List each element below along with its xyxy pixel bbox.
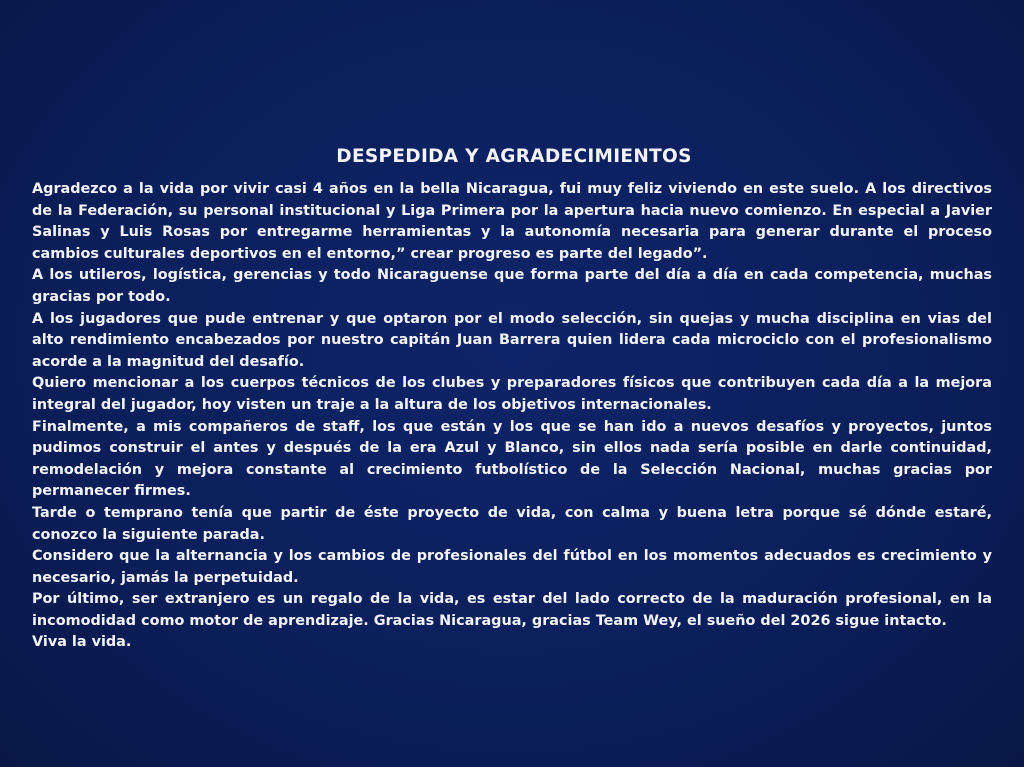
paragraph-1: Agradezco a la vida por vivir casi 4 años en la bella Nicaragua, fui muy feliz viviendo en este suelo. A los directivos de la Federación, su personal institucional y Liga Primera por la apertura hacia nuevo comienzo. En especial a Javier Salinas y Luis Rosas por entregarme herramientas y la autonomía necesaria para generar durante el proceso cambios culturales deportivos en el entorno,” crear progreso es parte del legado”. bbox=[32, 181, 992, 262]
paragraph-5: Finalmente, a mis compañeros de staff, los que están y los que se han ido a nuevos desafíos y proyectos, juntos pudimos construir el antes y después de la era Azul y Blanco, sin ellos nada sería posible en darle continuidad, remodelación y mejora constante al crecimiento futbolístico de la Selección Nacional, muchas gracias por permanecer firmes. bbox=[32, 418, 992, 500]
paragraph-2: A los utileros, logística, gerencias y todo Nicaraguense que forma parte del día a día en cada competencia, muchas gracias por todo. bbox=[32, 267, 992, 305]
paragraph-3: A los jugadores que pude entrenar y que optaron por el modo selección, sin quejas y mucha disciplina en vias del alto rendimiento encabezados por nuestro capitán Juan Barrera quien lidera cada microciclo con el profesionalismo acorde a la magnitud del desafío. bbox=[32, 310, 992, 370]
paragraph-4: Quiero mencionar a los cuerpos técnicos de los clubes y preparadores físicos que contribuyen cada día a la mejora integral del jugador, hoy visten un traje a la altura de los objetivos internacionales. bbox=[32, 375, 992, 413]
paragraph-6: Tarde o temprano tenía que partir de éste proyecto de vida, con calma y buena letra porque sé dónde estaré, conozco la siguiente parada. bbox=[32, 504, 992, 543]
document-body bbox=[32, 179, 992, 654]
paragraph-9: Viva la vida. bbox=[32, 634, 132, 651]
paragraph-7: Considero que la alternancia y los cambios de profesionales del fútbol en los momentos adecuados es crecimiento y necesario, jamás la perpetuidad. bbox=[32, 548, 992, 586]
document-title: DESPEDIDA Y AGRADECIMIENTOS bbox=[336, 146, 692, 167]
paragraph-8: Por último, ser extranjero es un regalo de la vida, es estar del lado correcto de la maduración profesional, en la incomodidad como motor de aprendizaje. Gracias Nicaragua, gracias Team Wey, el sueño del 2026 sigue intacto. bbox=[32, 591, 992, 629]
